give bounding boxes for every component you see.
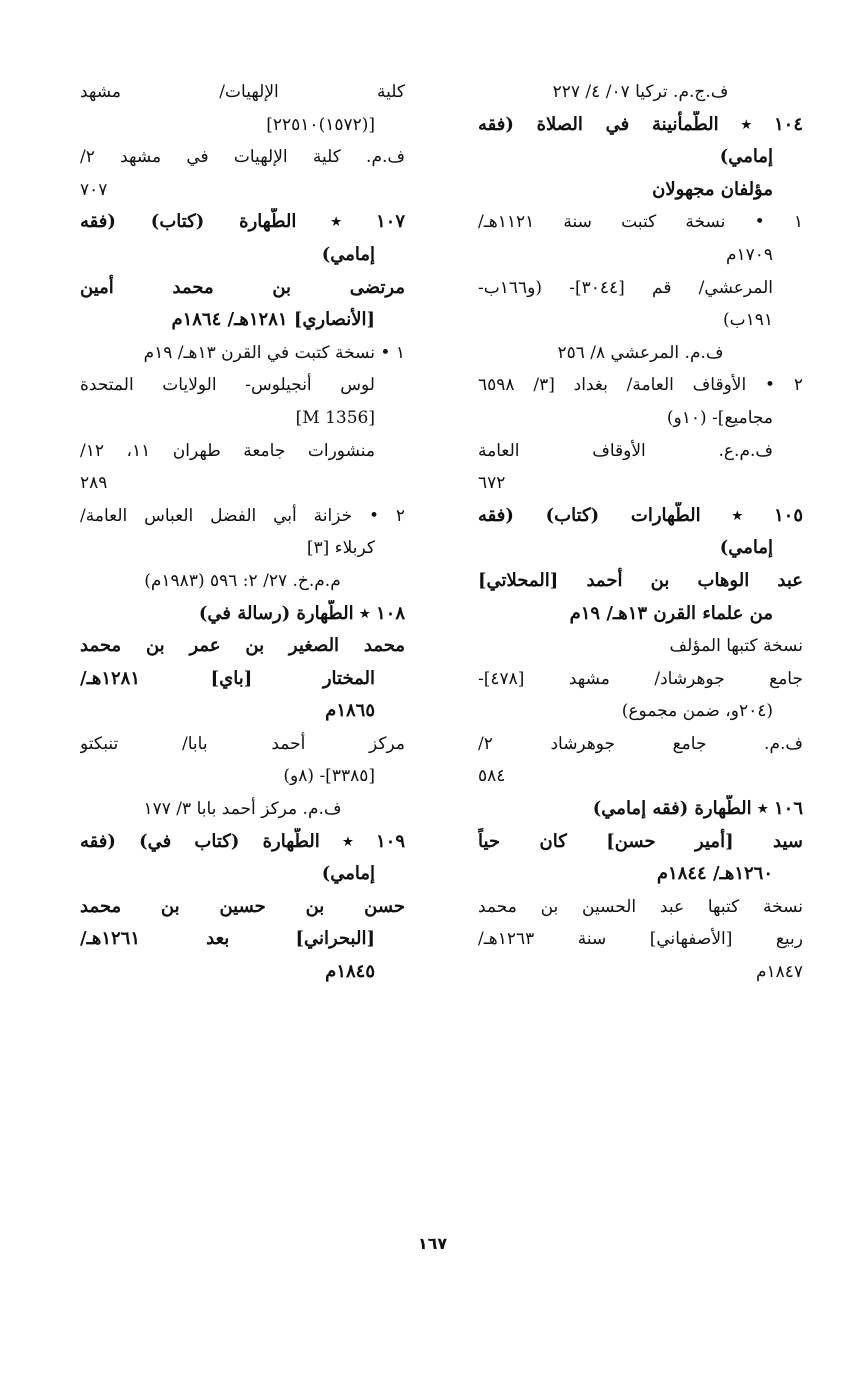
author-line: [الأنصاري] ١٢٨١هـ/ ١٨٦٤م xyxy=(171,309,375,331)
reference-line: ف.م. كلية الإلهيات في مشهد ٢/ xyxy=(80,147,405,168)
manuscript-line: ١ • نسخة كتبت سنة ١١٢١هـ/ xyxy=(478,212,803,233)
author-line: سيد [أمير حسن] كان حياً xyxy=(478,830,803,852)
library-line: (٢٠٤و، ضمن مجموع) xyxy=(621,701,773,722)
library-line: مركز أحمد بابا/ تنبكتو xyxy=(80,733,405,754)
library-line: لوس أنجيلوس- الولايات المتحدة xyxy=(80,375,375,396)
entry-title-continuation: إمامي) xyxy=(321,863,375,885)
right-column xyxy=(478,78,803,991)
entry-107-title: ١٠٧ ٭ الطَّهارة (كتاب) (فقه xyxy=(80,211,405,233)
author-line: حسن بن حسين بن محمد xyxy=(80,895,405,917)
reference-line: ٢٨٩ xyxy=(80,473,108,494)
library-line: جامع جوهرشاد/ مشهد [٤٧٨]- xyxy=(478,668,803,689)
manuscript-line: ربيع [الأصفهاني] سنة ١٢٦٣هـ/ xyxy=(478,929,803,950)
manuscript-line: ١٧٠٩م xyxy=(725,244,773,265)
entry-title-continuation: إمامي) xyxy=(719,146,773,168)
entry-104-title: ١٠٤ ٭ الطُّمأنينة في الصلاة (فقه xyxy=(478,113,803,135)
entry-title-continuation: إمامي) xyxy=(719,537,773,559)
author-line: عبد الوهاب بن أحمد [المحلاتي] xyxy=(478,569,803,591)
author-line: ١٨٦٥م xyxy=(325,700,375,722)
library-line: المرعشي/ قم [٣٠٤٤]- (و١٦٦ب- xyxy=(478,277,773,298)
entry-109-title: ١٠٩ ٭ الطَّهارة (كتاب في) (فقه xyxy=(80,830,405,852)
reference-line: ٦٧٢ xyxy=(478,473,506,494)
author-line: من علماء القرن ١٣هـ/ ١٩م xyxy=(569,602,773,624)
entry-108-title: ١٠٨ ٭ الطَّهارة (رسالة في) xyxy=(198,602,405,624)
reference-line: منشورات جامعة طهران ١١، ١٢/ xyxy=(80,440,375,461)
manuscript-line: نسخة كتبها المؤلف xyxy=(669,636,803,657)
entry-105-title: ١٠٥ ٭ الطَّهارات (كتاب) (فقه xyxy=(478,504,803,526)
author-line: محمد الصغير بن عمر بن محمد xyxy=(80,635,405,657)
manuscript-line: ١ • نسخة كتبت في القرن ١٣هـ/ ١٩م xyxy=(143,342,405,363)
reference-line: ف.م. مركز أحمد بابا ٣/ ١٧٧ xyxy=(143,799,342,820)
reference-line: ف.م. المرعشي ٨/ ٢٥٦ xyxy=(557,342,724,363)
library-line: [٣٣٨٥]- (٨و) xyxy=(283,766,375,787)
author-line: ١٢٦٠هـ/ ١٨٤٤م xyxy=(656,863,773,885)
reference-line: ف.م.ع. الأوقاف العامة xyxy=(478,440,773,461)
left-column xyxy=(80,78,405,991)
entry-title-continuation: إمامي) xyxy=(321,243,375,265)
author-line: [البحراني] بعد ١٢٦١هـ/ xyxy=(80,928,375,950)
author-line: ١٨٤٥م xyxy=(325,961,375,983)
author-line: المختار [باي] ١٢٨١هـ/ xyxy=(80,667,375,689)
author-line: مرتضى بن محمد أمين xyxy=(80,276,405,298)
library-line: كلية الإلهيات/ مشهد xyxy=(80,82,405,102)
manuscript-line: ٢ • خزانة أبي الفضل العباس العامة/ xyxy=(80,505,405,526)
reference-line: ف.م. جامع جوهرشاد ٢/ xyxy=(478,733,803,754)
manuscript-line: نسخة كتبها عبد الحسين بن محمد xyxy=(478,896,803,917)
library-line: [M 1356] xyxy=(295,407,375,428)
entry-106-title: ١٠٦ ٭ الطَّهارة (فقه إمامي) xyxy=(592,798,803,820)
reference-line: ٥٨٤ xyxy=(478,766,506,787)
manuscript-line: مجاميع]- (١٠و) xyxy=(666,407,773,428)
library-line: [(١٥٧٢)٢٢٥١٠] xyxy=(266,114,375,135)
library-line: ١٩١ب) xyxy=(722,310,773,331)
author-line: مؤلفان مجهولان xyxy=(652,178,773,200)
reference-line: م.م.خ. ٢٧/ ٢: ٥٩٦ (١٩٨٣م) xyxy=(144,570,341,591)
reference-line: ف.ج.م. تركيا ٠٧/ ٤/ ٢٢٧ xyxy=(552,82,729,102)
manuscript-line: كربلاء [٣] xyxy=(306,538,375,559)
manuscript-line: ١٨٤٧م xyxy=(755,962,803,983)
manuscript-line: ٢ • الأوقاف العامة/ بغداد [٣/ ٦٥٩٨ xyxy=(478,375,803,396)
reference-line: ٧٠٧ xyxy=(80,179,108,200)
page-number: ١٦٧ xyxy=(417,1234,448,1253)
